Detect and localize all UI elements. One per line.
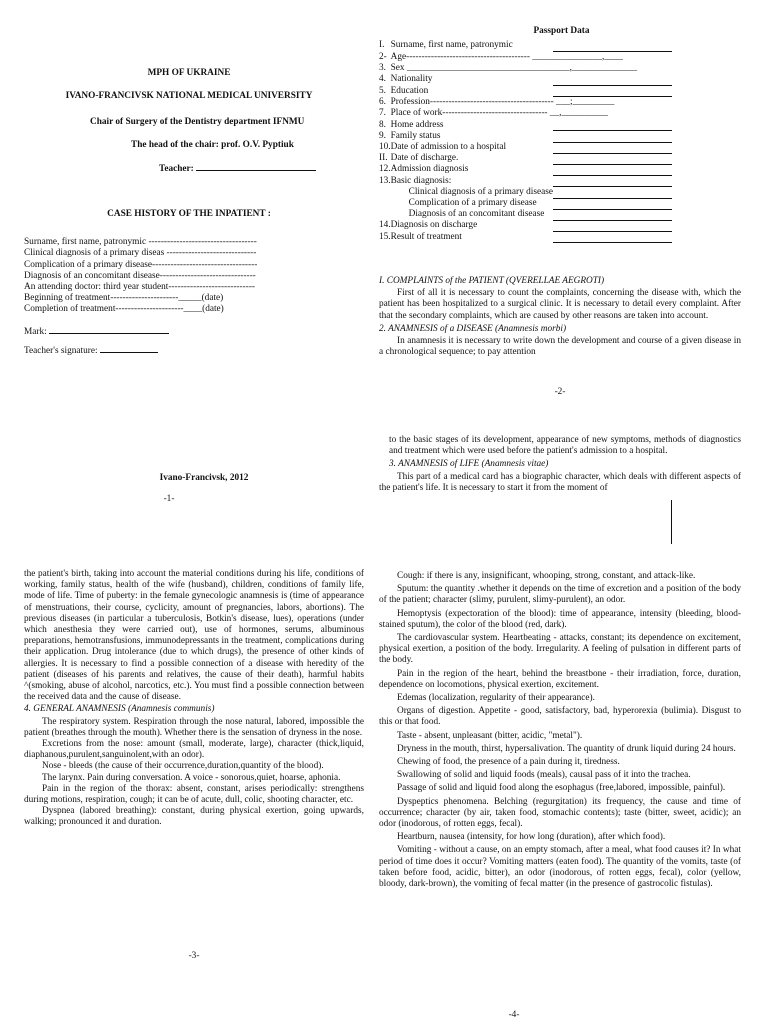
page-number-2: -2- <box>554 387 566 397</box>
mark-line <box>24 324 354 338</box>
complaints-heading: I. COMPLAINTS of the PATIENT (QVERELLAE AEGROTI) <box>379 276 605 286</box>
title-page <box>24 68 354 357</box>
paragraph: Dyspnea (labored breathing): constant, during physical exertion, going upwards, walking; pronounced it and duration. <box>24 806 364 828</box>
passport-row: 15. Result of treatment <box>379 232 672 243</box>
field-line: Complication of a primary disease---------------------------------- <box>24 259 258 270</box>
passport-section <box>379 26 672 243</box>
paragraph: The cardiovascular system. Heartbeating - attacks, constant; its dependence on excitement, physical exertion, a position of the body. Irregularity. A feeling of pulsation in different parts of the body. <box>379 633 741 666</box>
field-line: An attending doctor: third year student---------------------------- <box>24 282 256 293</box>
paragraph: Edemas (localization, regularity of their appearance). <box>397 693 595 704</box>
paragraph: Chewing of food, the presence of a pain during it, tiredness. <box>397 757 620 768</box>
paragraph: Pain in the region of the heart, behind the breastbone - their irradiation, force, duration, dependence on locomotions, physical exertion, excitement. <box>379 668 741 690</box>
case-fields <box>24 237 354 315</box>
complaints-text: First of all it is necessary to count the complaints, concerning the disease with, which the patient has been hospitalized to a surgical clinic. It is necessary to detail every complaint. After that the secondary complaints, which are caused by other reasons are taken into account. <box>379 288 741 321</box>
page-number-3: -3- <box>188 951 200 961</box>
passport-row: 13. Basic diagnosis: <box>379 176 672 187</box>
continued-text: to the basic stages of its development, appearance of new symptoms, methods of diagnostics and treatment which were used before the patient's admission to a hospital. <box>389 435 741 457</box>
passport-row: 4. Nationality <box>379 74 672 85</box>
passport-table <box>379 40 672 243</box>
passport-row: II. Date of discharge. <box>379 153 672 164</box>
head-of-chair-line: The head of the chair: prof. O.V. Pyptiuk <box>131 139 294 150</box>
mark-blank <box>49 324 169 334</box>
general-anamnesis-heading: 4. GENERAL ANAMNESIS (Anamnesis communis) <box>24 704 215 715</box>
paragraph: Organs of digestion. Appetite - good, satisfactory, bad, hyperorexia (bulimia). Disgust to this or that food. <box>379 706 741 728</box>
anamnesis-vitae-heading: 3. ANAMNESIS of LIFE (Anamnesis vitae) <box>389 459 549 470</box>
paragraph: Nose - bleeds (the cause of their occurrence,duration,quantity of the blood). <box>42 761 324 772</box>
teacher-blank <box>196 161 316 171</box>
paragraph: Dyspeptics phenomena. Belching (regurgitation) its frequency, the cause and time of occurrence; character (by air, taken food, stomachic contents); taste (bitter, sweet, acidic); an odor (inodorous, of rotten eggs, fecal). <box>379 796 741 830</box>
paragraph: Excretions from the nose: amount (small, moderate, large), character (thick,liquid, diaphanous,purulent,sanguinolent,with an odor). <box>24 739 364 761</box>
passport-title: Passport Data <box>533 26 590 36</box>
passport-row: I. Surname, first name, patronymic <box>379 40 672 51</box>
passport-row: 3. Sex ___________________________________,______________ <box>379 63 637 74</box>
passport-row: 8. Home address <box>379 120 672 131</box>
page-number-4: -4- <box>508 1010 520 1020</box>
field-line: Beginning of treatment----------------------_____(date) <box>24 293 224 304</box>
field-line: Completion of treatment----------------------____(date) <box>24 304 224 315</box>
anamnesis-morbi-text: In anamnesis it is necessary to write down the development and course of a given disease in a chronological sequence; to pay attention <box>379 336 741 358</box>
footer-city-year: Ivano-Francivsk, 2012 <box>159 473 249 483</box>
signature-blank <box>100 343 158 353</box>
paragraph: Heartburn, nausea (intensity, for how long (duration), after which food). <box>397 832 666 843</box>
passport-row: 6. Profession---------------------------------------- ___;_________ <box>379 97 615 108</box>
passport-row: 5. Education <box>379 86 672 97</box>
paragraph: Pain in the region of the thorax: absent, constant, arises periodically: strengthens during motions, respiration, cough; it can be of acute, dull, colic, shooting character, etc. <box>24 783 364 806</box>
paragraph: Hemoptysis (expectoration of the blood): time of appearance, intensity (bleeding, blood-stained sputum), the color of the blood (red, dark). <box>379 608 741 630</box>
general-anamnesis-section <box>24 569 364 829</box>
passport-row: 7. Place of work---------------------------------- __,__________ <box>379 108 608 119</box>
ministry-heading: MPH OF UKRAINE <box>147 68 231 78</box>
paragraph: Sputum: the quantity .whether it depends on the time of excretion and a position of the body of the patient; character (slimy, purulent, slimy-purulent), an odor. <box>379 584 741 606</box>
passport-row: Complication of a primary disease <box>379 198 672 209</box>
anamnesis-vitae-text: This part of a medical card has a biographic character, which deals with different aspects of the patient's life. It is necessary to start it from the moment of <box>379 471 741 493</box>
passport-row: Clinical diagnosis of a primary disease <box>379 187 672 198</box>
page-number-1: -1- <box>163 494 175 504</box>
case-history-title: CASE HISTORY OF THE INPATIENT : <box>107 209 271 220</box>
anamnesis-vitae-section <box>379 435 741 494</box>
chair-line: Chair of Surgery of the Dentistry department IFNMU <box>90 117 305 128</box>
paragraph: Dryness in the mouth, thirst, hypersalivation. The quantity of drunk liquid during 24 hours. <box>397 743 736 754</box>
passport-row: 2- Age---------------------------------------- _______________,____ <box>379 51 623 62</box>
passport-row: 10. Date of admission to a hospital <box>379 142 672 153</box>
passport-row: 14. Diagnosis on discharge <box>379 220 672 231</box>
field-line: Surname, first name, patronymic ----------------------------------- <box>24 237 257 248</box>
paragraph: Swallowing of solid and liquid foods (meals), causal pass of it into the trachea. <box>397 770 691 781</box>
passport-row: 12. Admission diagnosis <box>379 164 672 175</box>
paragraph: The respiratory system. Respiration through the nose natural, labored, impossible the patient (breathes through the mouth). Whether there is the sensation of dryness in the nose. <box>24 716 364 738</box>
paragraph: The larynx. Pain during conversation. A voice - sonorous,quiet, hoarse, aphonia. <box>42 772 341 783</box>
signature-line <box>24 343 354 357</box>
margin-mark <box>671 500 672 544</box>
teacher-line <box>24 161 354 175</box>
teacher-label: Teacher: <box>159 163 194 174</box>
passport-row: 9. Family status <box>379 131 672 142</box>
university-heading: IVANO-FRANCIVSK NATIONAL MEDICAL UNIVERSITY <box>65 91 313 102</box>
field-line: Clinical diagnosis of a primary diseas ----------------------------- <box>24 248 257 259</box>
life-text: the patient's birth, taking into account the material conditions during his life, conditions of working, family status, health of the wife (husband), children, conditions of family life, mode of life. Time of puberty: in the female gynecologic anamnesis is (time of appearance of menstruations, their course, cyclicity, amount of pregnancies, labors, abortions). The previous diseases (in particular a tuberculosis, Botkin's disease, lues), operations (under which anesthesia they were carried out), use of hormones, serums, albuminous preparations, hemotransfusions, immunodepressants in the treatment, complications during their application. Drug intolerance (due to which drugs), the presence of other kinds of allergies. It is necessary to find a possible connection of a disease with heredity of the patient (diseases of his parents and relatives, the cause of their death), harmful habits ^(smoking, abuse of alcohol, narcotics, etc.). You must find a possible connection between the received data and the cause of disease. <box>24 569 364 703</box>
mark-label: Mark: <box>24 326 47 337</box>
passport-row: Diagnosis of an concomitant disease <box>379 209 672 220</box>
systems-section <box>379 571 741 890</box>
paragraph: Vomiting - without a cause, on an empty stomach, after a meal, what food causes it? In what period of time does it occur? Vomiting matters (eaten food). The quantity of the vomits, taste (of taken before food, acidic, bitter), an odor (inodorous, of rotten eggs, fecal), color (yellow, bloody, dark-brown), the vomiting of fecal matter (in the presence of gastrocolic fistulas). <box>379 845 741 890</box>
paragraph: Passage of solid and liquid food along the esophagus (free,labored, impossible, painful). <box>397 783 726 794</box>
complaints-section <box>379 276 741 358</box>
field-line: Diagnosis of an concomitant disease------------------------------- <box>24 270 256 281</box>
anamnesis-morbi-heading: 2. ANAMNESIS of a DISEASE (Anamnesis morbi) <box>379 323 567 334</box>
signature-label: Teacher's signature: <box>24 345 98 356</box>
paragraph: Cough: if there is any, insignificant, whooping, strong, constant, and attack-like. <box>397 571 696 581</box>
paragraph: Taste - absent, unpleasant (bitter, acidic, "metal"). <box>397 730 583 741</box>
